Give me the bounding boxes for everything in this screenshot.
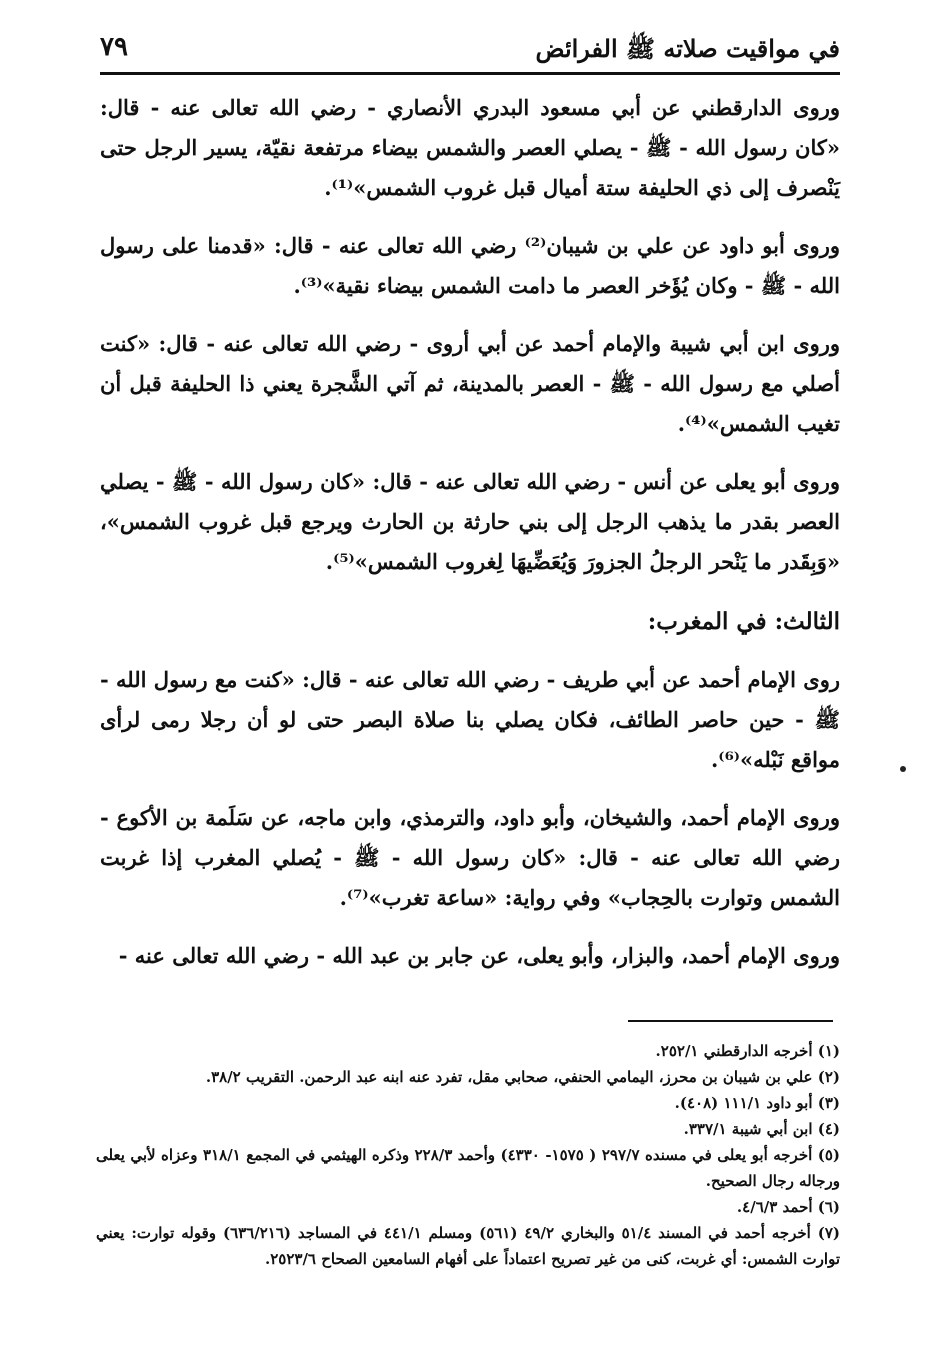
- paragraph-abu-tarif: روى الإمام أحمد عن أبي طريف - رضي الله تعالى عنه - قال: «كنت مع رسول الله - ﷺ - حين حاصر الطائف، فكان يصلي بنا صلاة البصر حتى لو أن رجلا رمى لرأى مواقع نَبْله»⁽⁶⁾.: [100, 667, 840, 772]
- footnote-5: (٥) أخرجه أبو يعلى في مسنده ٢٩٧/٧ ( ١٥٧٥- ٤٣٣٠) وأحمد ٢٢٨/٣ وذكره الهيثمي في المجمع ٣١٨/١ وعزاه لأبي يعلى ورجاله رجال الصحيح.: [96, 1146, 840, 1190]
- paragraph-daraqutni: وروى الدارقطني عن أبي مسعود البدري الأنصاري - رضي الله تعالى عنه - قال: «كان رسول الله - ﷺ - يصلي العصر والشمس بيضاء مرتفعة نقيّة، يسير الرجل حتى يَنْصرف إلى ذي الحليفة ستة أميال قبل غروب الشمس»⁽¹⁾.: [100, 95, 840, 200]
- footnote-divider: [628, 1020, 833, 1022]
- page-number: ٧٩: [100, 32, 128, 62]
- footnote-3: (٣) أبو داود ١١١/١ (٤٠٨).: [674, 1094, 840, 1112]
- scan-speck: [900, 766, 906, 772]
- main-text: [100, 88, 840, 994]
- paragraph-salamah: وروى الإمام أحمد، والشيخان، وأبو داود، والترمذي، وابن ماجه، عن سَلَمة بن الأكوع - رضي الله تعالى عنه - قال: «كان رسول الله - ﷺ - يُصلي المغرب إذا غربت الشمس وتوارت بالحِجاب» وفي رواية: «ساعة تغرب»⁽⁷⁾.: [100, 805, 840, 910]
- footnotes: [96, 1038, 840, 1272]
- paragraph-abu-dawud: وروى أبو داود عن علي بن شيبان⁽²⁾ رضي الله تعالى عنه - قال: «قدمنا على رسول الله - ﷺ - وكان يُؤَخر العصر ما دامت الشمس بيضاء نقية»⁽³⁾.: [100, 233, 840, 298]
- paragraph-abu-yala: وروى أبو يعلى عن أنس - رضي الله تعالى عنه - قال: «كان رسول الله - ﷺ - يصلي العصر بقدر ما يذهب الرجل إلى بني حارثة بن الحارث ويرجع قبل غروب الشمس»، «وَبِقَدر ما يَنْحر الرجلُ الجزورَ وَيُعَضِّيهَا لِغروب الشمس»⁽⁵⁾.: [100, 469, 840, 574]
- running-title: في مواقيت صلاته ﷺ الفرائض: [535, 34, 840, 63]
- footnote-4: (٤) ابن أبي شيبة ٣٣٧/١.: [683, 1120, 840, 1138]
- footnote-2: (٢) علي بن شيبان بن محرز، اليمامي الحنفي، صحابي مقل، تفرد عنه ابنه عبد الرحمن. التقريب ٣٨/٢.: [205, 1068, 840, 1086]
- paragraph-jabir: وروى الإمام أحمد، والبزار، وأبو يعلى، عن جابر بن عبد الله - رضي الله تعالى عنه -: [118, 943, 840, 968]
- paragraph-ibn-abi-shaybah: وروى ابن أبي شيبة والإمام أحمد عن أبي أروى - رضي الله تعالى عنه - قال: «كنت أصلي مع رسول الله - ﷺ - العصر بالمدينة، ثم آتي الشَّجرة يعني ذا الحليفة قبل أن تغيب الشمس»⁽⁴⁾.: [100, 331, 840, 436]
- page-header: [100, 28, 840, 75]
- footnote-1: (١) أخرجه الدارقطني ٢٥٢/١.: [655, 1042, 840, 1060]
- section-heading: الثالث: في المغرب:: [647, 608, 840, 635]
- footnote-7: (٧) أخرجه أحمد في المسند ٥١/٤ والبخاري ٤٩/٢ (٥٦١) ومسلم ٤٤١/١ في المساجد (٦٣٦/٢١٦) وقوله توارت: يعني توارت الشمس: أي غربت، كنى من غير تصريح اعتماداً على أفهام السامعين الصحاح ٢٥٢٣/٦.: [96, 1224, 840, 1268]
- footnote-6: (٦) أحمد ٤/٦/٣.: [736, 1198, 840, 1216]
